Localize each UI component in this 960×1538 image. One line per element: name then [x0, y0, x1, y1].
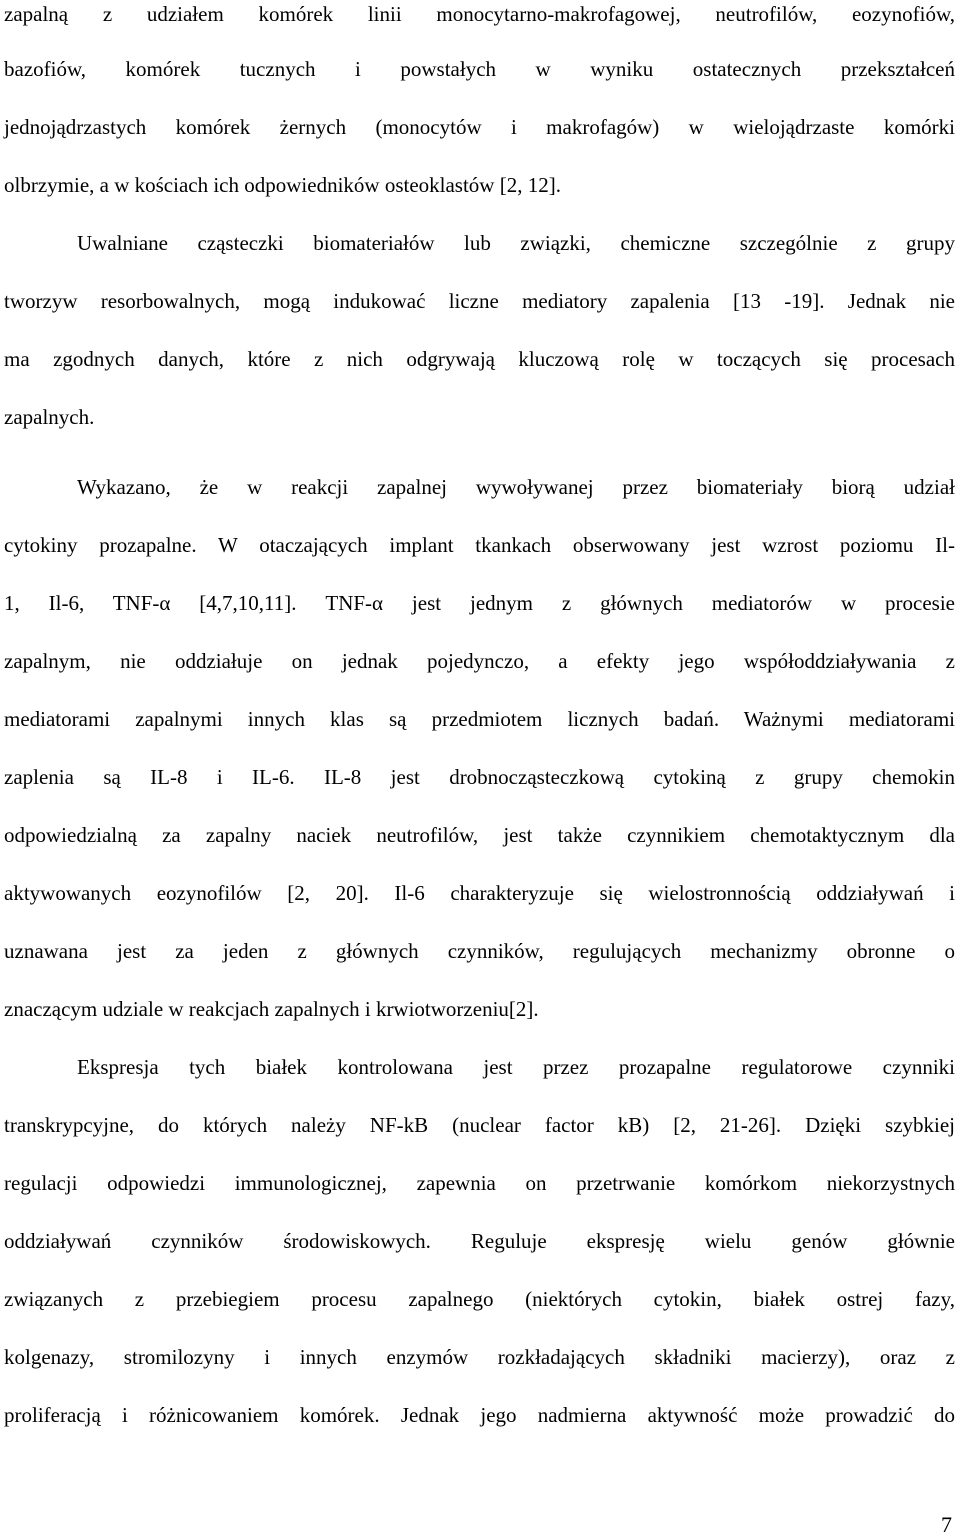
text-line: tworzyw resorbowalnych, mogą indukować liczne mediatory zapalenia [13 -19]. Jednak nie: [4, 289, 955, 313]
text-line: Wykazano, że w reakcji zapalnej wywoływanej przez biomateriały biorą udział: [77, 475, 955, 499]
text-line: uznawana jest za jeden z głównych czynników, regulujących mechanizmy obronne o: [4, 939, 955, 963]
text-line: zapalnych.: [4, 405, 95, 429]
text-line: 1, Il-6, TNF-α [4,7,10,11]. TNF-α jest jednym z głównych mediatorów w procesie: [4, 591, 955, 615]
text-line: zapalną z udziałem komórek linii monocytarno-makrofagowej, neutrofilów, eozynofiów,: [4, 2, 955, 26]
text-line: ma zgodnych danych, które z nich odgrywają kluczową rolę w toczących się procesach: [4, 347, 955, 371]
text-line: zaplenia są IL-8 i IL-6. IL-8 jest drobnocząsteczkową cytokiną z grupy chemokin: [4, 765, 955, 789]
text-line: bazofiów, komórek tucznych i powstałych w wyniku ostatecznych przekształceń: [4, 57, 955, 81]
text-line: regulacji odpowiedzi immunologicznej, zapewnia on przetrwanie komórkom niekorzystnych: [4, 1171, 955, 1195]
text-line: oddziaływań czynników środowiskowych. Reguluje ekspresję wielu genów głównie: [4, 1229, 955, 1253]
text-line: aktywowanych eozynofilów [2, 20]. Il-6 charakteryzuje się wielostronnością oddziaływań i: [4, 881, 955, 905]
text-line: olbrzymie, a w kościach ich odpowiedników osteoklastów [2, 12].: [4, 173, 561, 197]
text-line: zapalnym, nie oddziałuje on jednak pojedynczo, a efekty jego współoddziaływania z: [4, 649, 955, 673]
text-line: transkrypcyjne, do których należy NF-kB (nuclear factor kB) [2, 21-26]. Dzięki szybkiej: [4, 1113, 955, 1137]
text-line: mediatorami zapalnymi innych klas są przedmiotem licznych badań. Ważnymi mediatorami: [4, 707, 955, 731]
text-line: cytokiny prozapalne. W otaczających implant tkankach obserwowany jest wzrost poziomu Il-: [4, 533, 955, 557]
text-line: znaczącym udziale w reakcjach zapalnych i krwiotworzeniu[2].: [4, 997, 539, 1021]
text-line: proliferacją i różnicowaniem komórek. Jednak jego nadmierna aktywność może prowadzić do: [4, 1403, 955, 1427]
text-line: Ekspresja tych białek kontrolowana jest przez prozapalne regulatorowe czynniki: [77, 1055, 955, 1079]
text-line: jednojądrzastych komórek żernych (monocytów i makrofagów) w wielojądrzaste komórki: [4, 115, 955, 139]
text-line: związanych z przebiegiem procesu zapalnego (niektórych cytokin, białek ostrej fazy,: [4, 1287, 955, 1311]
text-line: Uwalniane cząsteczki biomateriałów lub związki, chemiczne szczególnie z grupy: [77, 231, 955, 255]
text-line: kolgenazy, stromilozyny i innych enzymów rozkładających składniki macierzy), oraz z: [4, 1345, 955, 1369]
text-line: odpowiedzialną za zapalny naciek neutrofilów, jest także czynnikiem chemotaktycznym dla: [4, 823, 955, 847]
page-number: 7: [941, 1512, 952, 1537]
